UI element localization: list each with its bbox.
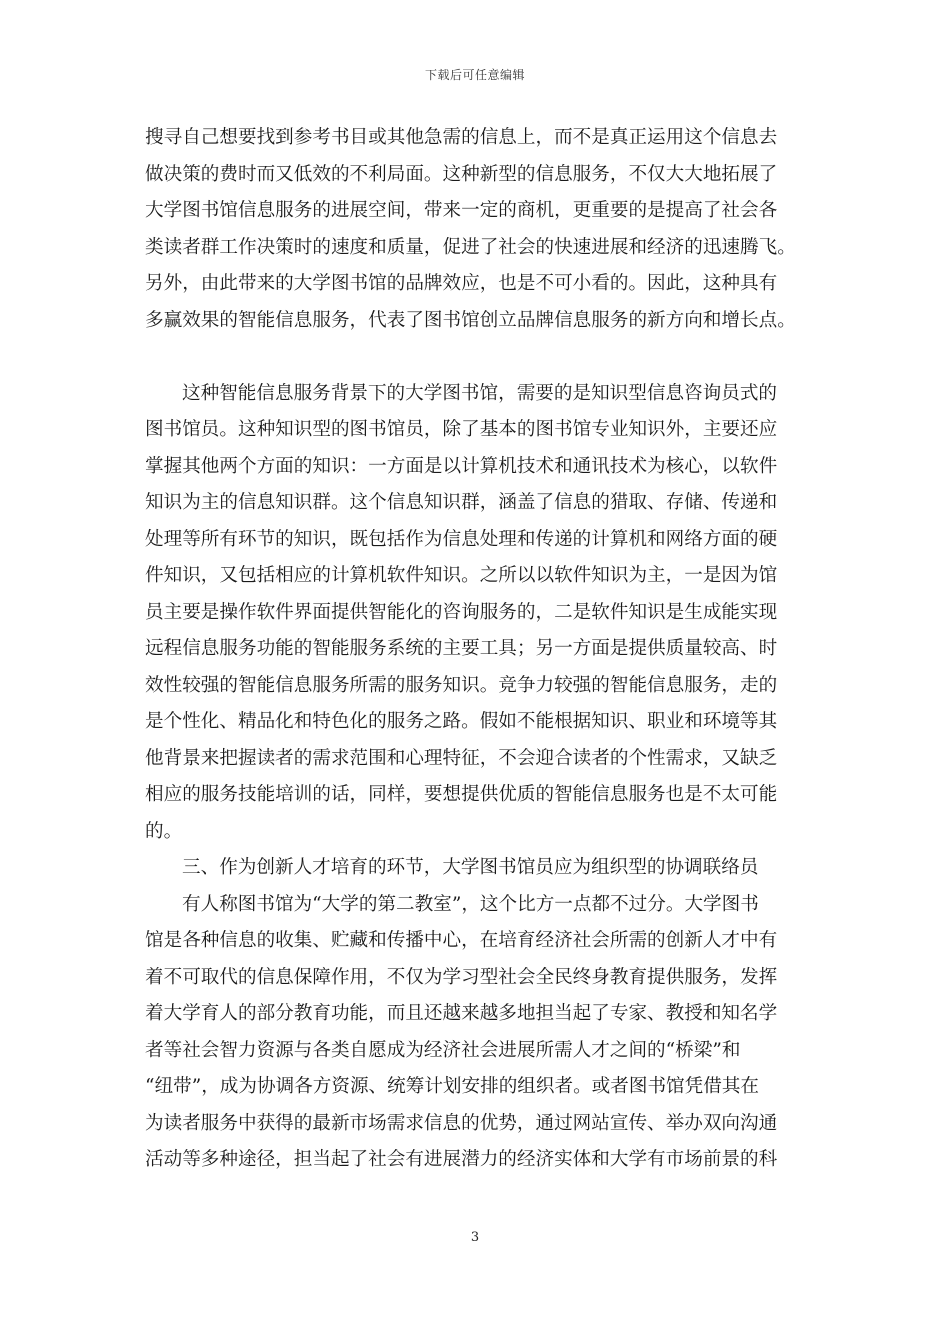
text-line: 相应的服务技能培训的话，同样，要想提供优质的智能信息服务也是不太可能	[145, 784, 778, 805]
paragraph	[145, 376, 815, 851]
page-number: 3	[470, 1230, 480, 1245]
text-line: 他背景来把握读者的需求范围和心理特征，不会迎合读者的个性需求，又缺乏	[145, 747, 778, 769]
text-line: 馆是各种信息的收集、贮藏和传播中心，在培育经济社会所需的创新人才中有	[145, 930, 778, 951]
text-line: 做决策的费时而又低效的不利局面。这种新型的信息服务，不仅大大地拓展了	[145, 163, 778, 185]
paragraph	[145, 887, 815, 1179]
text-line: 另外，由此带来的大学图书馆的品牌效应，也是不可小看的。因此，这种具有	[145, 273, 778, 294]
text-line: “纽带”，成为协调各方资源、统筹计划安排的组织者。或者图书馆凭借其在	[145, 1076, 760, 1097]
text-line: 件知识，又包括相应的计算机软件知识。之所以以软件知识为主，一是因为馆	[145, 565, 778, 586]
text-line: 着大学育人的部分教育功能，而且还越来越多地担当起了专家、教授和知名学	[145, 1003, 778, 1024]
paragraph	[145, 120, 815, 339]
text-line: 员主要是操作软件界面提供智能化的咨询服务的，二是软件知识是生成能实现	[145, 601, 778, 623]
heading-line: 三、作为创新人才培育的环节，大学图书馆员应为组织型的协调联络员	[182, 857, 759, 878]
text-line: 掌握其他两个方面的知识：一方面是以计算机技术和通讯技术为核心，以软件	[145, 455, 778, 477]
text-line: 者等社会智力资源与各类自愿成为经济社会进展所需人才之间的“桥梁”和	[145, 1039, 741, 1061]
text-line: 效性较强的智能信息服务所需的服务知识。竞争力较强的智能信息服务，走的	[145, 674, 778, 696]
text-line: 是个性化、精品化和特色化的服务之路。假如不能根据知识、职业和环境等其	[145, 711, 778, 732]
paragraph-spacer	[145, 339, 815, 376]
text-line: 为读者服务中获得的最新市场需求信息的优势，通过网站宣传、举办双向沟通	[145, 1112, 778, 1134]
text-line: 的。	[145, 820, 183, 842]
text-line: 处理等所有环节的知识，既包括作为信息处理和传递的计算机和网络方面的硬	[145, 528, 778, 550]
text-line: 大学图书馆信息服务的进展空间，带来一定的商机，更重要的是提高了社会各	[145, 200, 778, 221]
text-line: 图书馆员。这种知识型的图书馆员，除了基本的图书馆专业知识外，主要还应	[145, 419, 778, 440]
document-body	[145, 120, 815, 1179]
text-line: 有人称图书馆为“大学的第二教室”，这个比方一点都不过分。大学图书	[182, 893, 759, 915]
text-line: 多赢效果的智能信息服务，代表了图书馆创立品牌信息服务的新方向和增长点。	[145, 309, 796, 331]
text-line: 知识为主的信息知识群。这个信息知识群，涵盖了信息的猎取、存储、传递和	[145, 492, 778, 513]
section-heading	[145, 850, 815, 887]
text-line: 着不可取代的信息保障作用，不仅为学习型社会全民终身教育提供服务，发挥	[145, 966, 778, 988]
text-line: 这种智能信息服务背景下的大学图书馆，需要的是知识型信息咨询员式的	[182, 382, 778, 404]
text-line: 活动等多种途径，担当起了社会有进展潜力的经济实体和大学有市场前景的科	[145, 1149, 778, 1170]
text-line: 类读者群工作决策时的速度和质量，促进了社会的快速进展和经济的迅速腾飞。	[145, 236, 796, 258]
page-header-note: 下载后可任意编辑	[424, 68, 525, 82]
text-line: 远程信息服务功能的智能服务系统的主要工具；另一方面是提供质量较高、时	[145, 638, 778, 659]
text-line: 搜寻自己想要找到参考书目或其他急需的信息上，而不是真正运用这个信息去	[145, 127, 778, 148]
